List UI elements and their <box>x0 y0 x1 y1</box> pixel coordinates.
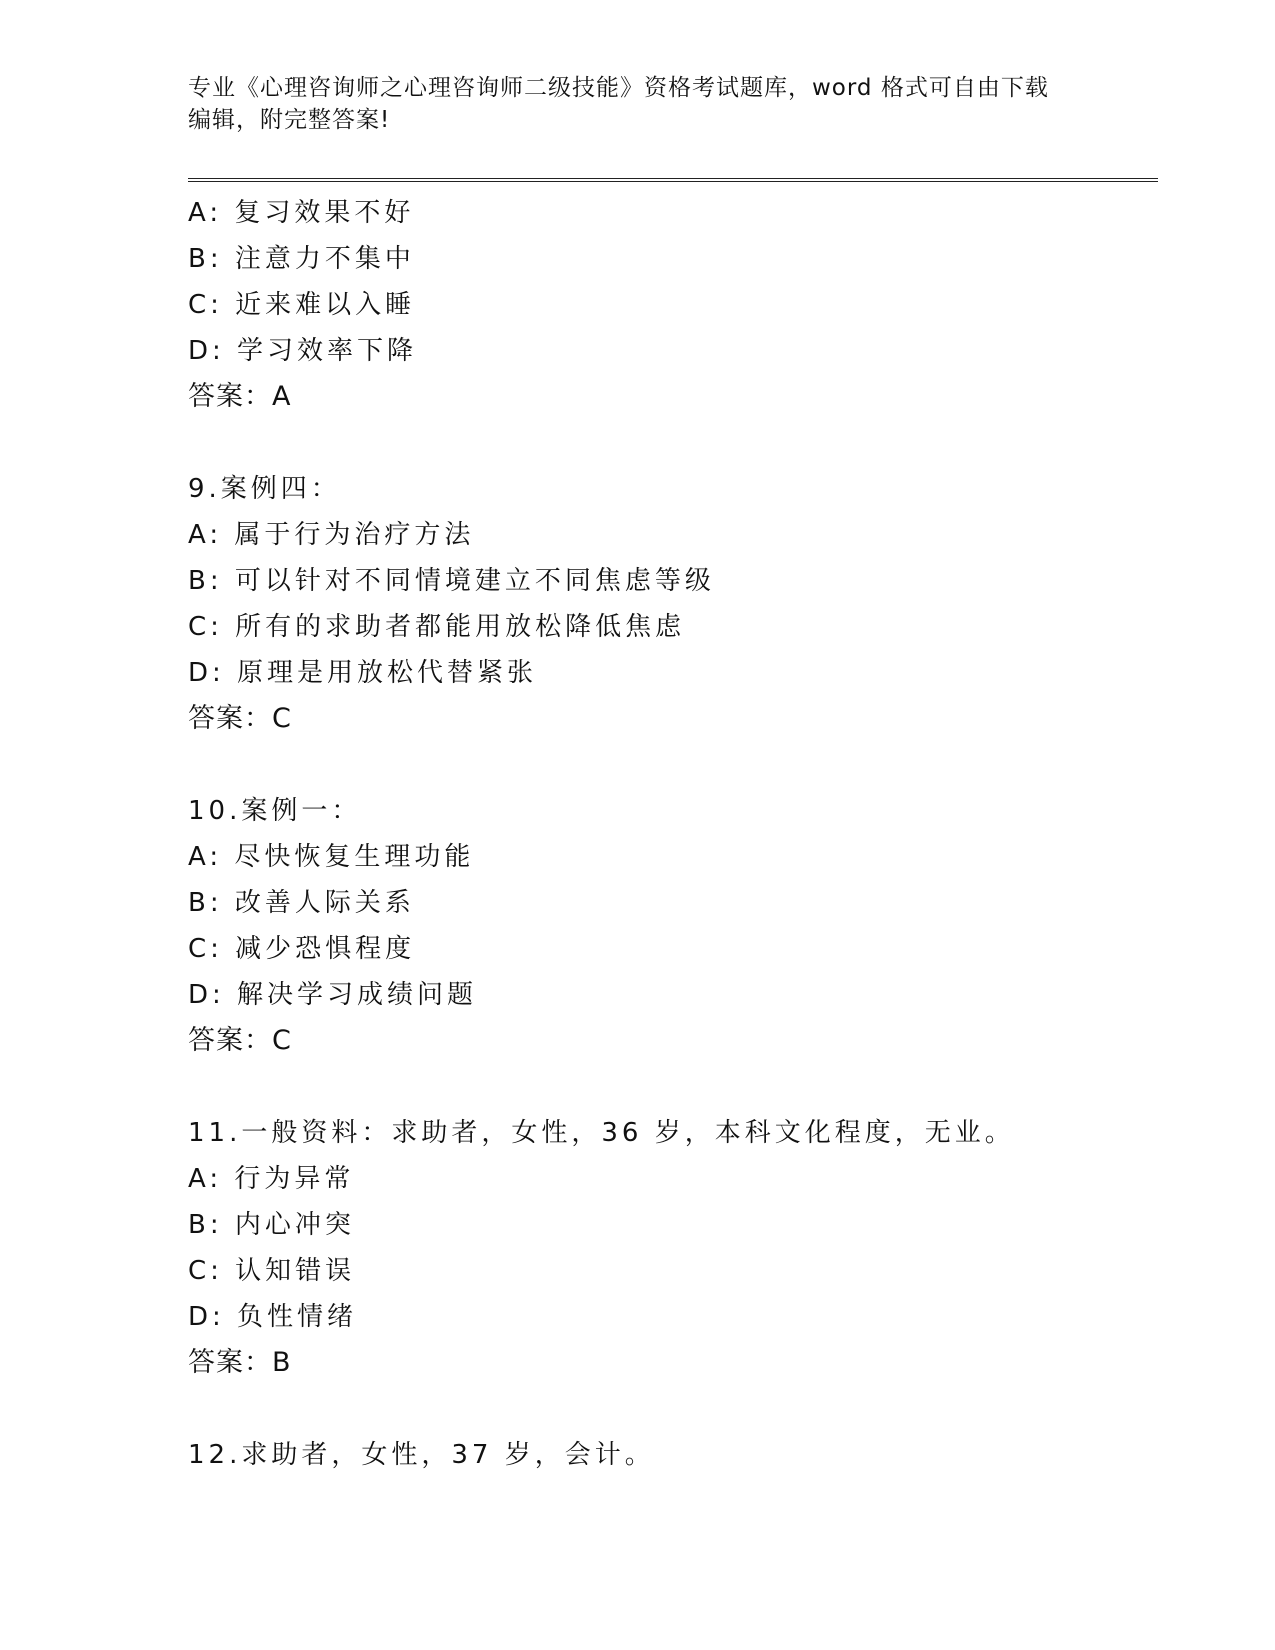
spacer <box>188 1064 1148 1110</box>
answer-line: 答案：C <box>188 703 292 734</box>
option-c: C: 认知错误 <box>188 1256 356 1286</box>
answer-line: 答案：A <box>188 381 292 412</box>
option-b: B: 内心冲突 <box>188 1210 355 1240</box>
question-10 <box>188 788 1148 1064</box>
question-title: 12.求助者，女性，37 岁，会计。 <box>188 1440 655 1470</box>
spacer <box>188 420 1148 466</box>
header-line-1: 专业《心理咨询师之心理咨询师二级技能》资格考试题库，word 格式可自由下载 <box>188 75 1049 101</box>
document-header <box>188 72 1088 136</box>
question-title: 11.一般资料：求助者，女性，36 岁，本科文化程度，无业。 <box>188 1118 1015 1148</box>
question-9 <box>188 466 1148 742</box>
option-a: A: 复习效果不好 <box>188 198 415 228</box>
option-a: A: 属于行为治疗方法 <box>188 520 475 550</box>
option-c: C: 减少恐惧程度 <box>188 934 416 964</box>
question-title: 9.案例四： <box>188 474 341 504</box>
header-line-2: 编辑，附完整答案! <box>188 107 391 133</box>
option-c: C: 所有的求助者都能用放松降低焦虑 <box>188 612 686 642</box>
answer-line: 答案：B <box>188 1347 292 1378</box>
answer-line: 答案：C <box>188 1025 292 1056</box>
question-title: 10.案例一： <box>188 796 362 826</box>
option-d: D: 解决学习成绩问题 <box>188 980 478 1010</box>
option-c: C: 近来难以入睡 <box>188 290 416 320</box>
option-a: A: 行为异常 <box>188 1164 355 1194</box>
option-d: D: 学习效率下降 <box>188 336 418 366</box>
option-b: B: 可以针对不同情境建立不同焦虑等级 <box>188 566 715 596</box>
question-8 <box>188 190 1148 420</box>
header-divider <box>188 178 1158 182</box>
option-d: D: 负性情绪 <box>188 1302 358 1332</box>
option-a: A: 尽快恢复生理功能 <box>188 842 475 872</box>
option-b: B: 注意力不集中 <box>188 244 415 274</box>
question-12 <box>188 1432 1148 1478</box>
option-d: D: 原理是用放松代替紧张 <box>188 658 538 688</box>
question-list <box>188 190 1148 1478</box>
option-b: B: 改善人际关系 <box>188 888 415 918</box>
question-11 <box>188 1110 1148 1386</box>
spacer <box>188 1386 1148 1432</box>
spacer <box>188 742 1148 788</box>
